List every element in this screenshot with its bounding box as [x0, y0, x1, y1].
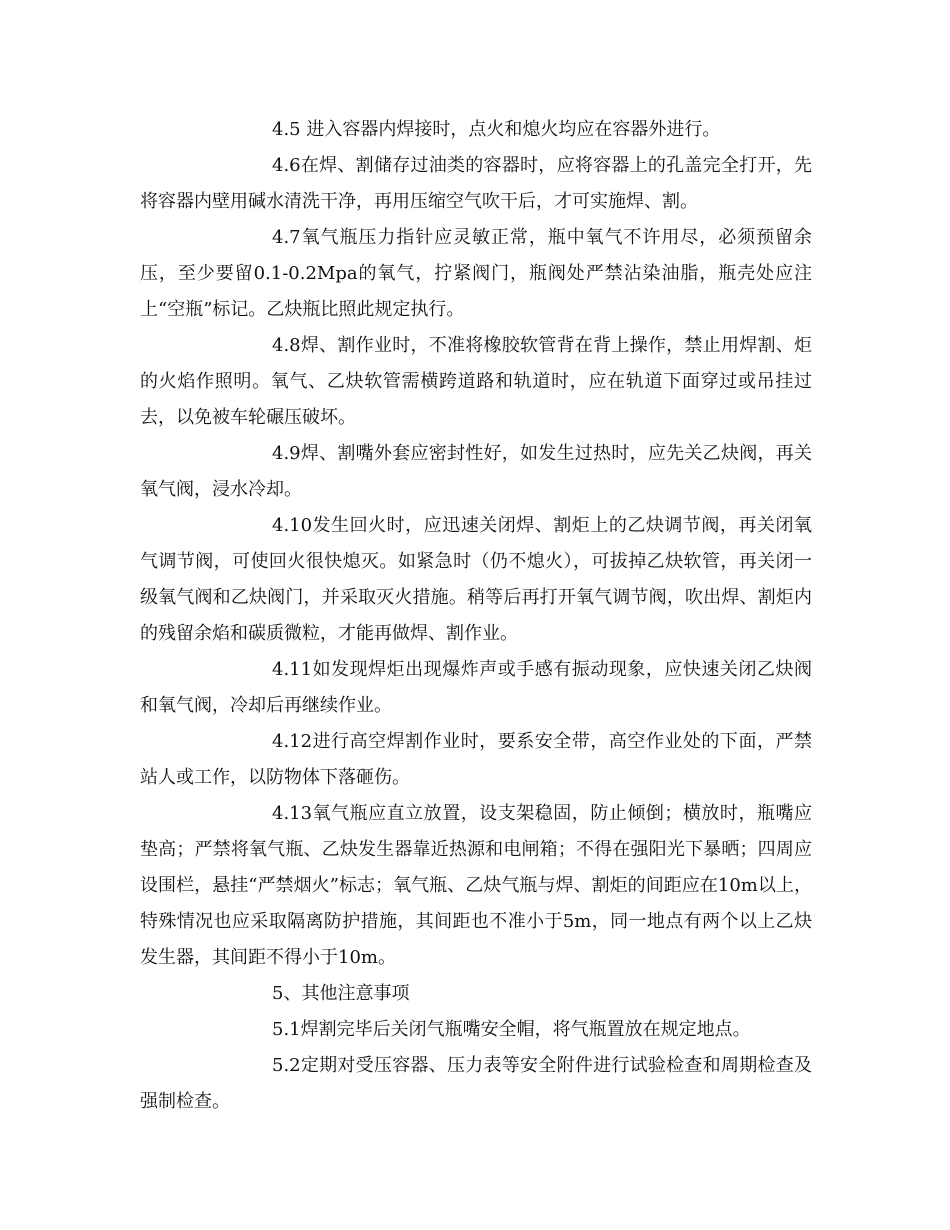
section-heading-5: 5、其他注意事项: [272, 983, 410, 1004]
paragraph-4-8: 4.8焊、割作业时，不准将橡胶软管背在背上操作，禁止用焊割、炬的火焰作照明。氧气、乙炔软管需横跨道路和轨道时，应在轨道下面穿过或吊挂过去，以免被车轮碾压破坏。: [140, 335, 812, 428]
paragraph-5-2: 5.2定期对受压容器、压力表等安全附件进行试验检查和周期检查及强制检查。: [140, 1055, 812, 1112]
paragraph-4-13: 4.13氧气瓶应直立放置，设支架稳固，防止倾倒；横放时，瓶嘴应垫高；严禁将氧气瓶、乙炔发生器靠近热源和电闸箱；不得在强阳光下暴晒；四周应设围栏，悬挂“严禁烟火”标志；氧气瓶、乙炔气瓶与焊、割炬的间距应在10m以上，特殊情况也应采取隔离防护措施，其间距也不准小于5m，同一地点有两个以上乙炔发生器，其间距不得小于10m。: [140, 803, 812, 968]
paragraph-4-7: 4.7氧气瓶压力指针应灵敏正常，瓶中氧气不许用尽，必须预留余压，至少要留0.1-0.2Mpa的氧气，拧紧阀门，瓶阀处严禁沾染油脂，瓶壳处应注上“空瓶”标记。乙炔瓶比照此规定执行。: [140, 227, 812, 320]
paragraph-4-5: 4.5 进入容器内焊接时，点火和熄火均应在容器外进行。: [272, 119, 721, 140]
paragraph-4-10: 4.10发生回火时，应迅速关闭焊、割炬上的乙炔调节阀，再关闭氧气调节阀，可使回火很快熄灭。如紧急时（仍不熄火），可拔掉乙炔软管，再关闭一级氧气阀和乙炔阀门，并采取灭火措施。稍等后再打开氧气调节阀，吹出焊、割炬内的残留余焰和碳质微粒，才能再做焊、割作业。: [140, 515, 812, 644]
paragraph-5-1: 5.1焊割完毕后关闭气瓶嘴安全帽，将气瓶置放在规定地点。: [272, 1019, 751, 1040]
paragraph-4-6: 4.6在焊、割储存过油类的容器时，应将容器上的孔盖完全打开，先将容器内壁用碱水清洗干净，再用压缩空气吹干后，才可实施焊、割。: [140, 155, 812, 212]
paragraph-4-12: 4.12进行高空焊割作业时，要系安全带，高空作业处的下面，严禁站人或工作，以防物体下落砸伤。: [140, 731, 812, 788]
document-body: [140, 112, 812, 1120]
paragraph-4-9: 4.9焊、割嘴外套应密封性好，如发生过热时，应先关乙炔阀，再关氧气阀，浸水冷却。: [140, 443, 812, 500]
paragraph-4-11: 4.11如发现焊炬出现爆炸声或手感有振动现象，应快速关闭乙炔阀和氧气阀，冷却后再继续作业。: [140, 659, 812, 716]
